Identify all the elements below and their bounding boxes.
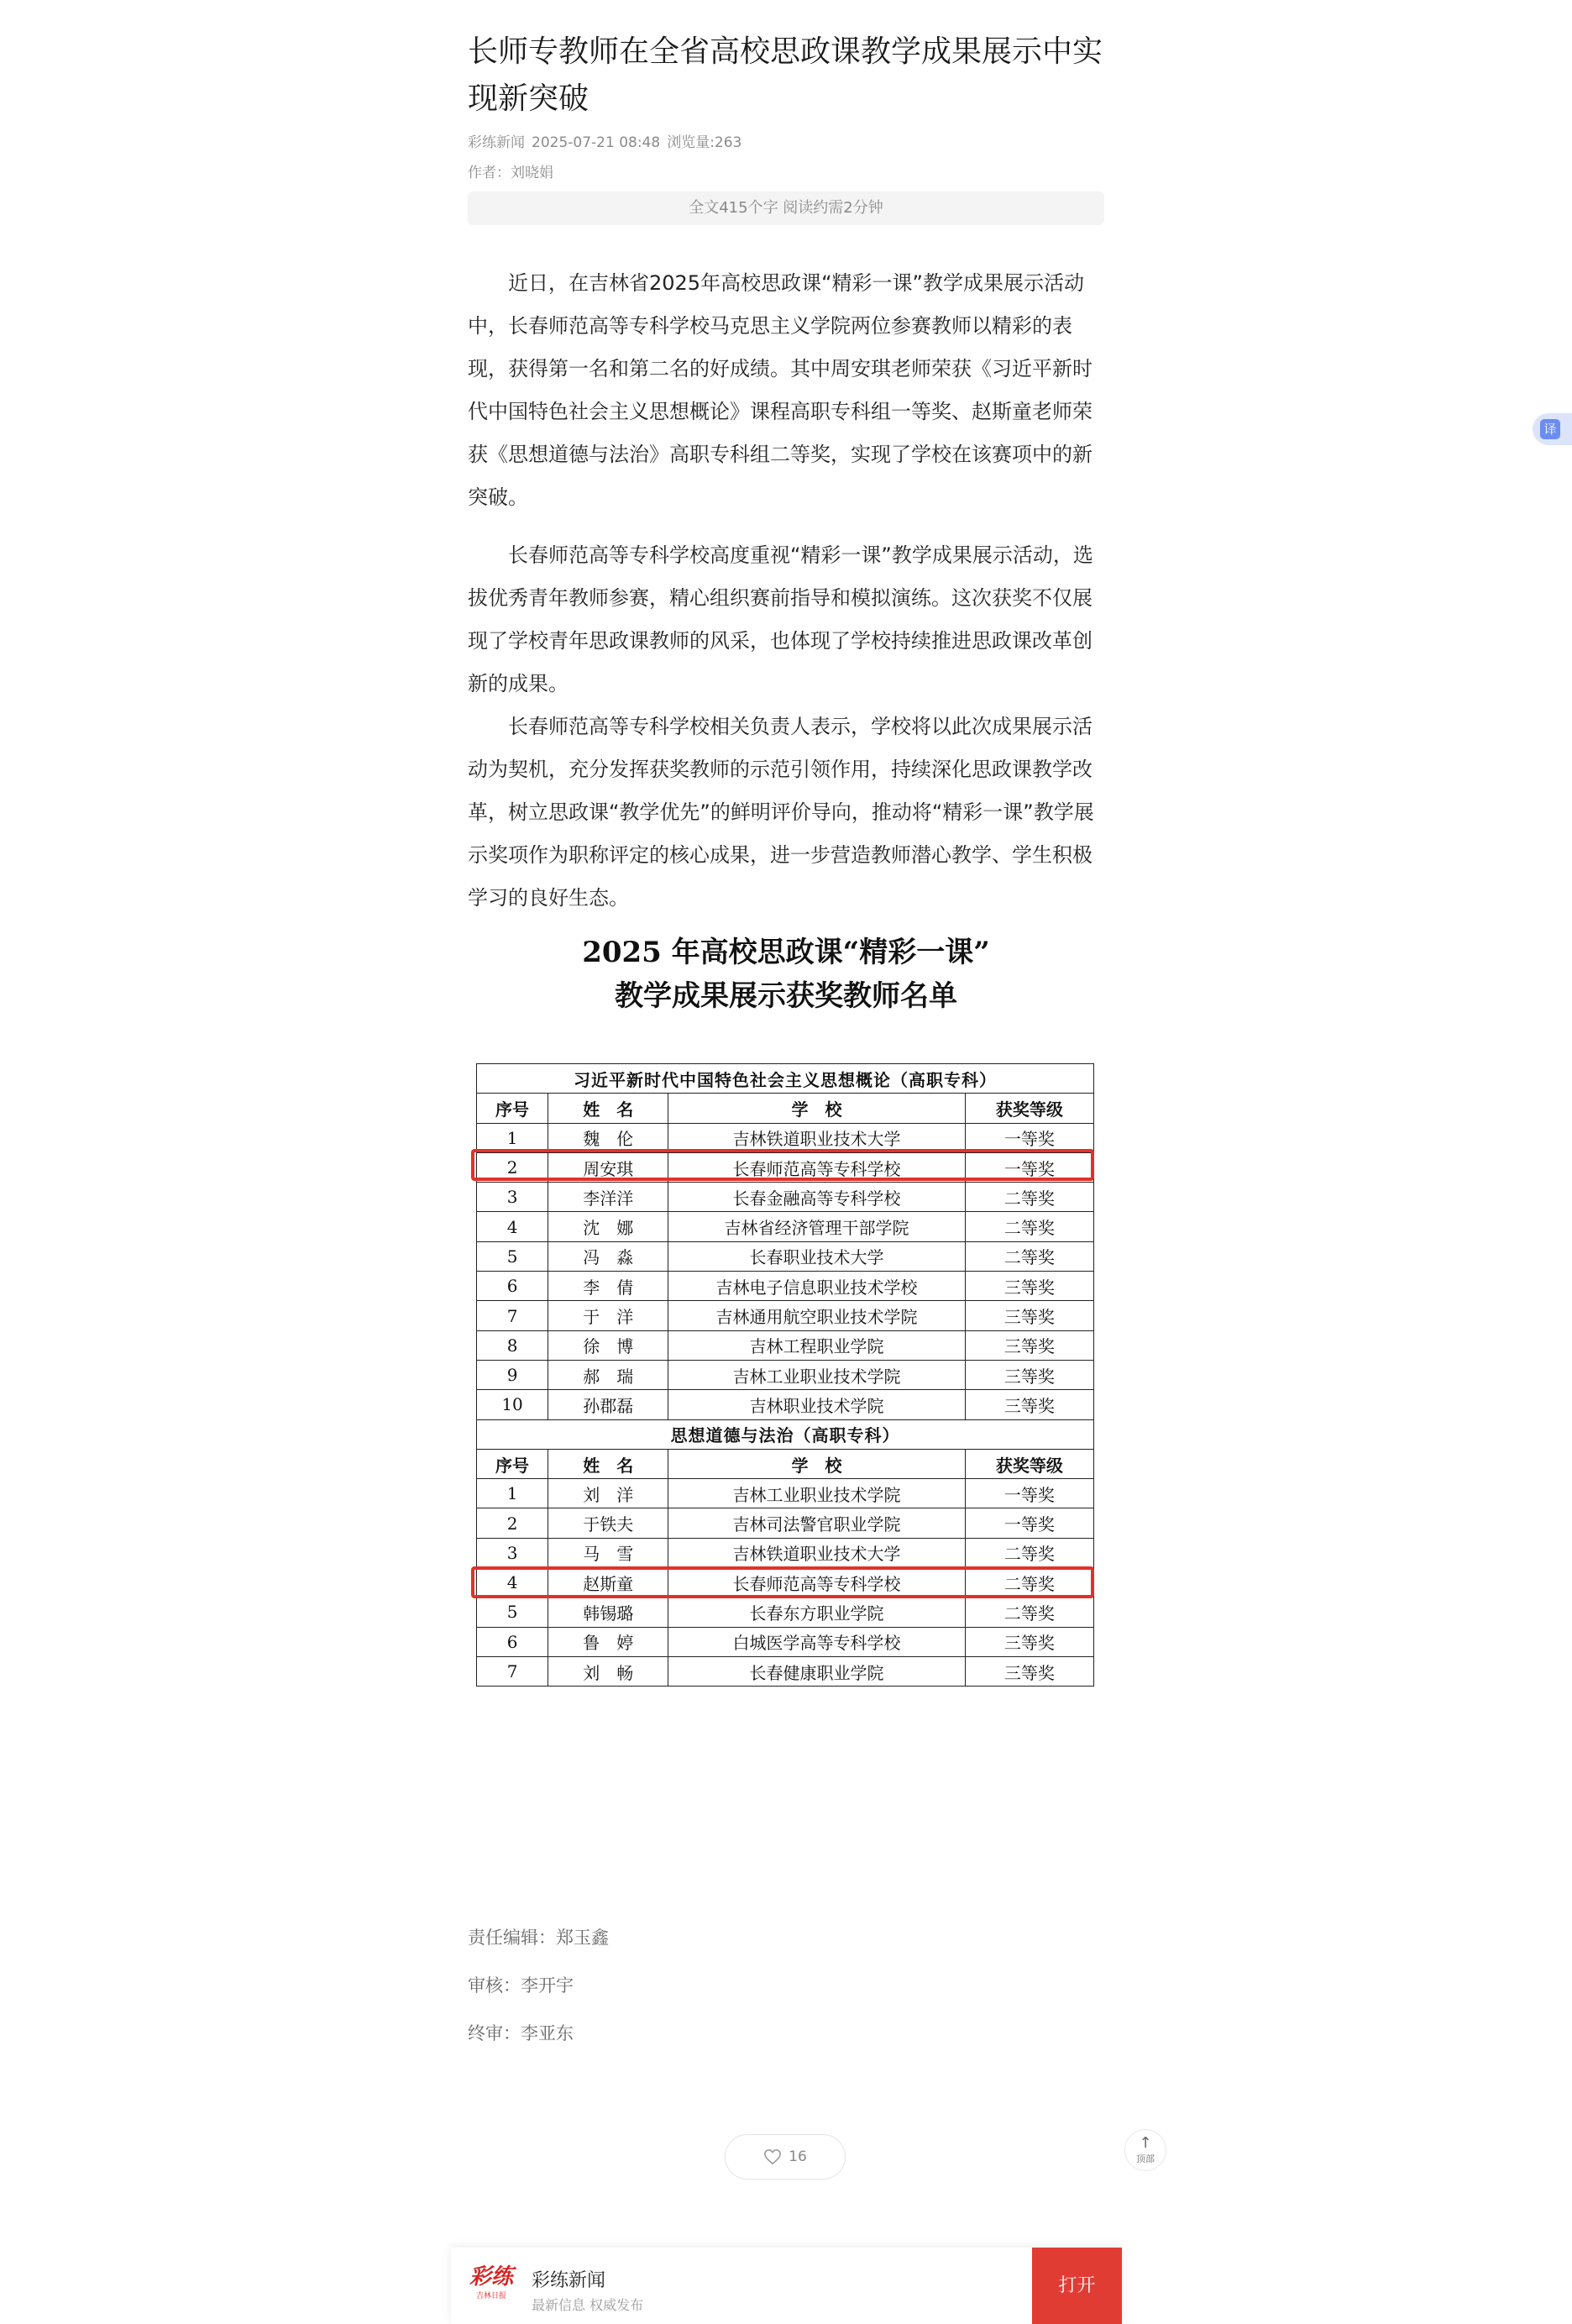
table-cell-level: 二等奖 bbox=[965, 1241, 1093, 1271]
table-cell-no: 1 bbox=[477, 1479, 548, 1508]
table-cell-no: 7 bbox=[477, 1656, 548, 1686]
like-count: 16 bbox=[789, 2148, 807, 2165]
open-app-button[interactable]: 打开 bbox=[1032, 2248, 1122, 2324]
table-cell-school: 白城医学高等专科学校 bbox=[668, 1627, 965, 1656]
table-cell-no: 6 bbox=[477, 1627, 548, 1656]
table-header-school: 学 校 bbox=[668, 1449, 965, 1478]
table-cell-name: 沈 娜 bbox=[548, 1212, 668, 1241]
table-header-no: 序号 bbox=[477, 1094, 548, 1123]
table-row bbox=[477, 1152, 1094, 1182]
award-table bbox=[476, 1063, 1094, 1687]
article-datetime: 2025-07-21 08:48 bbox=[532, 134, 661, 151]
like-button[interactable] bbox=[725, 2134, 846, 2180]
table-cell-level: 三等奖 bbox=[965, 1330, 1093, 1360]
table-row bbox=[477, 1390, 1094, 1419]
table-cell-name: 徐 博 bbox=[548, 1330, 668, 1360]
table-cell-school: 吉林通用航空职业技术学院 bbox=[668, 1301, 965, 1330]
table-cell-no: 2 bbox=[477, 1152, 548, 1182]
table-cell-name: 韩锡璐 bbox=[548, 1597, 668, 1627]
table-header-name: 姓 名 bbox=[548, 1094, 668, 1123]
award-list-image bbox=[468, 931, 1104, 1703]
table-cell-name: 周安琪 bbox=[548, 1152, 668, 1182]
table-row bbox=[477, 1656, 1094, 1686]
table-cell-level: 二等奖 bbox=[965, 1538, 1093, 1567]
table-cell-name: 刘 洋 bbox=[548, 1479, 668, 1508]
table-header-row bbox=[477, 1449, 1094, 1478]
table-row bbox=[477, 1360, 1094, 1389]
table-cell-name: 冯 淼 bbox=[548, 1241, 668, 1271]
table-cell-name: 赵斯童 bbox=[548, 1568, 668, 1597]
table-row bbox=[477, 1330, 1094, 1360]
table-row bbox=[477, 1123, 1094, 1152]
table-cell-level: 三等奖 bbox=[965, 1627, 1093, 1656]
arrow-up-icon: ↑ bbox=[1139, 2134, 1152, 2152]
app-download-banner[interactable] bbox=[451, 2248, 1122, 2324]
app-subtitle: 最新信息 权威发布 bbox=[532, 2297, 644, 2313]
award-list-title bbox=[468, 931, 1104, 1018]
table-row bbox=[477, 1212, 1094, 1241]
table-cell-name: 郝 瑞 bbox=[548, 1360, 668, 1389]
translate-button[interactable] bbox=[1533, 413, 1572, 445]
editor-credit: 责任编辑：郑玉鑫 bbox=[468, 1928, 609, 1948]
table-cell-level: 三等奖 bbox=[965, 1360, 1093, 1389]
table-cell-level: 二等奖 bbox=[965, 1212, 1093, 1241]
table-cell-no: 2 bbox=[477, 1508, 548, 1538]
article-source[interactable]: 彩练新闻 bbox=[468, 134, 525, 151]
table-cell-school: 长春健康职业学院 bbox=[668, 1656, 965, 1686]
table-cell-school: 吉林省经济管理干部学院 bbox=[668, 1212, 965, 1241]
article-views: 浏览量:263 bbox=[667, 134, 742, 151]
table-cell-school: 长春职业技术大学 bbox=[668, 1241, 965, 1271]
app-logo-text: 彩练 bbox=[469, 2264, 513, 2290]
table-cell-school: 长春金融高等专科学校 bbox=[668, 1183, 965, 1212]
table-row bbox=[477, 1272, 1094, 1301]
table-section-title: 思想道德与法治（高职专科） bbox=[477, 1419, 1094, 1449]
table-cell-name: 马 雪 bbox=[548, 1538, 668, 1567]
table-cell-level: 二等奖 bbox=[965, 1568, 1093, 1597]
table-row bbox=[477, 1597, 1094, 1627]
table-section-row bbox=[477, 1064, 1094, 1094]
paragraph-2: 长春师范高等专科学校高度重视“精彩一课”教学成果展示活动，选拔优秀青年教师参赛，精心组织赛前指导和模拟演练。这次获奖不仅展现了学校青年思政课教师的风采，也体现了学校持续推进思政课改革创新的成果。 bbox=[468, 543, 1093, 695]
table-cell-no: 8 bbox=[477, 1330, 548, 1360]
table-cell-level: 三等奖 bbox=[965, 1272, 1093, 1301]
table-cell-school: 吉林电子信息职业技术学校 bbox=[668, 1272, 965, 1301]
table-cell-level: 一等奖 bbox=[965, 1508, 1093, 1538]
article-title: 长师专教师在全省高校思政课教学成果展示中实现新突破 bbox=[468, 34, 1103, 116]
heart-icon bbox=[763, 2148, 782, 2165]
table-cell-school: 吉林工业职业技术学院 bbox=[668, 1360, 965, 1389]
table-header-level: 获奖等级 bbox=[965, 1449, 1093, 1478]
table-cell-level: 二等奖 bbox=[965, 1183, 1093, 1212]
table-cell-no: 4 bbox=[477, 1568, 548, 1597]
table-row bbox=[477, 1538, 1094, 1567]
table-cell-no: 1 bbox=[477, 1123, 548, 1152]
table-row bbox=[477, 1479, 1094, 1508]
table-cell-no: 5 bbox=[477, 1241, 548, 1271]
table-cell-no: 5 bbox=[477, 1597, 548, 1627]
table-cell-no: 3 bbox=[477, 1538, 548, 1567]
table-cell-level: 一等奖 bbox=[965, 1479, 1093, 1508]
article-credits bbox=[468, 1925, 609, 2069]
table-cell-no: 6 bbox=[477, 1272, 548, 1301]
table-section-title: 习近平新时代中国特色社会主义思想概论（高职专科） bbox=[477, 1064, 1094, 1094]
table-cell-school: 吉林职业技术学院 bbox=[668, 1390, 965, 1419]
award-list-title-line2: 教学成果展示获奖教师名单 bbox=[615, 979, 957, 1013]
table-cell-no: 10 bbox=[477, 1390, 548, 1419]
table-cell-level: 三等奖 bbox=[965, 1656, 1093, 1686]
read-info-bar: 全文415个字 阅读约需2分钟 bbox=[468, 191, 1104, 225]
table-row bbox=[477, 1241, 1094, 1271]
reviewer-credit: 审核：李开宇 bbox=[468, 1975, 574, 1996]
app-name: 彩练新闻 bbox=[532, 2270, 606, 2291]
paragraph-1: 近日，在吉林省2025年高校思政课“精彩一课”教学成果展示活动中，长春师范高等专科学校马克思主义学院两位参赛教师以精彩的表现，获得第一名和第二名的好成绩。其中周安琪老师荣获《习近平新时代中国特色社会主义思想概论》课程高职专科组一等奖、赵斯童老师荣获《思想道德与法治》高职专科组二等奖，实现了学校在该赛项中的新突破。 bbox=[468, 271, 1093, 509]
table-cell-school: 吉林铁道职业技术大学 bbox=[668, 1123, 965, 1152]
table-cell-no: 4 bbox=[477, 1212, 548, 1241]
app-logo bbox=[468, 2263, 515, 2310]
table-cell-no: 7 bbox=[477, 1301, 548, 1330]
app-logo-subtext: 吉林日报 bbox=[475, 2292, 506, 2300]
table-row bbox=[477, 1183, 1094, 1212]
table-row bbox=[477, 1301, 1094, 1330]
table-cell-school: 长春师范高等专科学校 bbox=[668, 1568, 965, 1597]
table-row bbox=[477, 1627, 1094, 1656]
table-cell-school: 吉林铁道职业技术大学 bbox=[668, 1538, 965, 1567]
table-cell-name: 于铁夫 bbox=[548, 1508, 668, 1538]
table-cell-name: 魏 伦 bbox=[548, 1123, 668, 1152]
article-meta bbox=[468, 133, 1104, 153]
table-cell-school: 吉林工程职业学院 bbox=[668, 1330, 965, 1360]
table-section-row bbox=[477, 1419, 1094, 1449]
award-list-title-line1: 2025 年高校思政课“精彩一课” bbox=[582, 936, 990, 969]
back-to-top-label: 顶部 bbox=[1136, 2154, 1155, 2164]
table-cell-level: 一等奖 bbox=[965, 1123, 1093, 1152]
table-cell-school: 长春师范高等专科学校 bbox=[668, 1152, 965, 1182]
final-review-credit: 终审：李亚东 bbox=[468, 2023, 574, 2043]
table-cell-level: 三等奖 bbox=[965, 1301, 1093, 1330]
table-cell-level: 三等奖 bbox=[965, 1390, 1093, 1419]
table-row bbox=[477, 1568, 1094, 1597]
table-cell-school: 吉林司法警官职业学院 bbox=[668, 1508, 965, 1538]
table-row bbox=[477, 1508, 1094, 1538]
table-header-name: 姓 名 bbox=[548, 1449, 668, 1478]
article bbox=[468, 0, 1104, 920]
table-cell-name: 孙郡磊 bbox=[548, 1390, 668, 1419]
table-cell-name: 李洋洋 bbox=[548, 1183, 668, 1212]
table-cell-no: 9 bbox=[477, 1360, 548, 1389]
table-header-row bbox=[477, 1094, 1094, 1123]
table-cell-name: 李 倩 bbox=[548, 1272, 668, 1301]
article-author: 作者：刘晓娟 bbox=[468, 165, 553, 181]
table-cell-level: 一等奖 bbox=[965, 1152, 1093, 1182]
table-cell-no: 3 bbox=[477, 1183, 548, 1212]
table-cell-school: 长春东方职业学院 bbox=[668, 1597, 965, 1627]
table-cell-name: 鲁 婷 bbox=[548, 1627, 668, 1656]
table-header-no: 序号 bbox=[477, 1449, 548, 1478]
paragraph-3: 长春师范高等专科学校相关负责人表示，学校将以此次成果展示活动为契机，充分发挥获奖教师的示范引领作用，持续深化思政课教学改革，树立思政课“教学优先”的鲜明评价导向，推动将“精彩一课”教学展示奖项作为职称评定的核心成果，进一步营造教师潜心教学、学生积极学习的良好生态。 bbox=[468, 715, 1094, 910]
table-cell-name: 于 洋 bbox=[548, 1301, 668, 1330]
table-cell-level: 二等奖 bbox=[965, 1597, 1093, 1627]
table-header-level: 获奖等级 bbox=[965, 1094, 1093, 1123]
table-cell-school: 吉林工业职业技术学院 bbox=[668, 1479, 965, 1508]
table-header-school: 学 校 bbox=[668, 1094, 965, 1123]
translate-icon: 译 bbox=[1540, 419, 1560, 439]
back-to-top-button[interactable] bbox=[1124, 2129, 1166, 2171]
table-cell-name: 刘 畅 bbox=[548, 1656, 668, 1686]
